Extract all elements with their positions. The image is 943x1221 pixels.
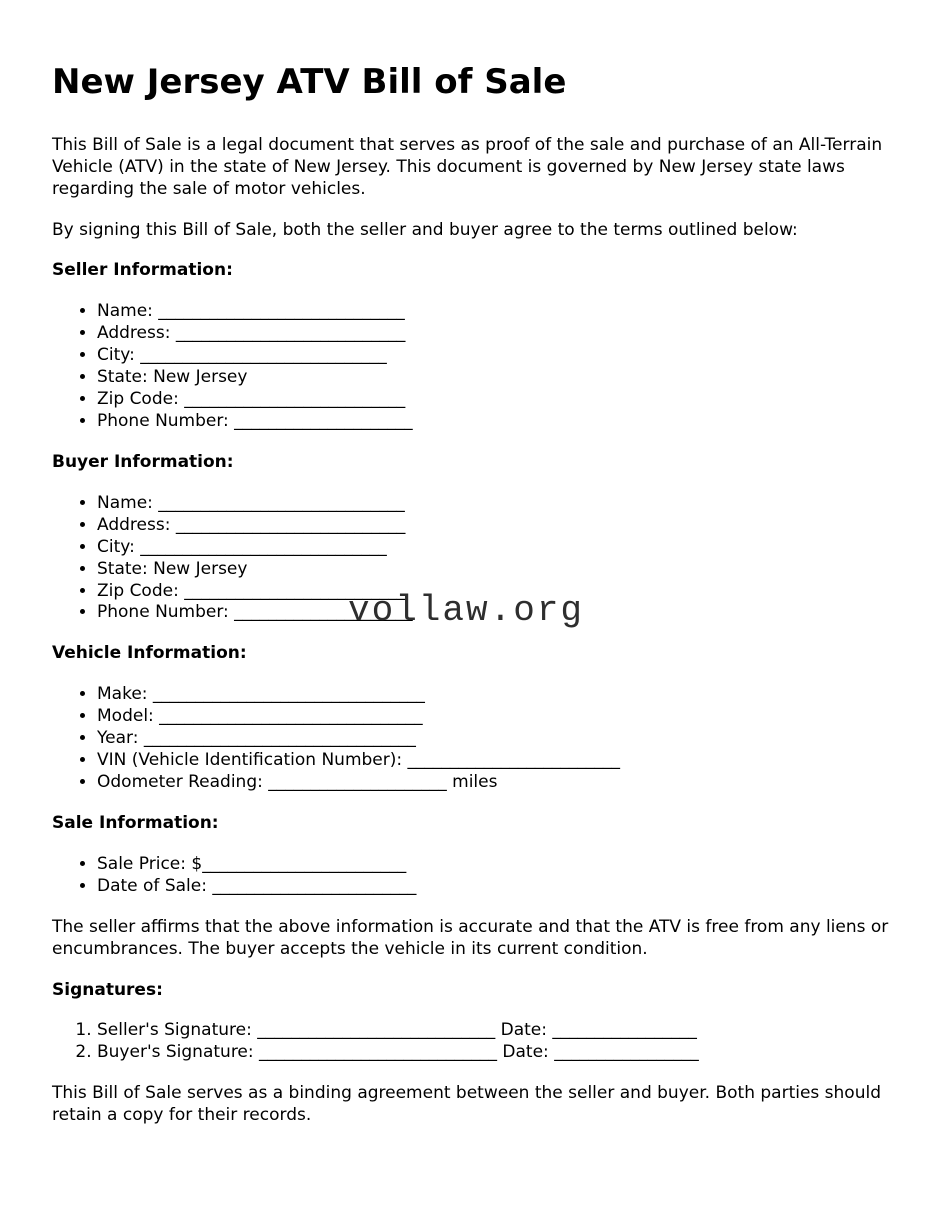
seller-state-line: • State: New Jersey [97,367,891,389]
terms-intro-paragraph: By signing this Bill of Sale, both the seller and buyer agree to the terms outlined below: [52,219,798,240]
vehicle-vin-line: • VIN (Vehicle Identification Number): _________________________ [97,750,891,772]
buyer-section-heading: Buyer Information: [52,451,234,472]
intro-paragraph: This Bill of Sale is a legal document that serves as proof of the sale and purchase of an All-Terrain Vehicle (ATV) in the state of New Jersey. This document is governed by New Jersey state laws regarding the sale of motor vehicles. [52,134,883,199]
watermark-text: vollaw.org [348,590,585,631]
vehicle-make-line: • Make: ________________________________ [97,684,891,706]
page-title: New Jersey ATV Bill of Sale [52,62,567,102]
affirmation-paragraph: The seller affirms that the above information is accurate and that the ATV is free from any liens or encumbrances. The buyer accepts the vehicle in its current condition. [52,916,889,959]
buyer-zip-line: • Zip Code: __________________________ [97,581,891,603]
seller-phone-line: • Phone Number: _____________________ [97,411,891,433]
vehicle-section-heading: Vehicle Information: [52,643,247,664]
seller-zip-line: • Zip Code: __________________________ [97,389,891,411]
buyer-phone-line: • Phone Number: _____________________ [97,602,891,624]
sale-date-line: • Date of Sale: ________________________ [97,876,891,898]
vehicle-model-line: • Model: _______________________________ [97,706,891,728]
buyer-name-line: • Name: _____________________________ [97,493,891,515]
buyer-signature-line: 2. Buyer's Signature: ____________________________ Date: _________________ [97,1042,891,1064]
signatures-list [52,1020,891,1064]
seller-info-list [52,301,891,433]
seller-name-line: • Name: _____________________________ [97,301,891,323]
signatures-section-heading: Signatures: [52,979,163,1000]
buyer-address-line: • Address: ___________________________ [97,515,891,537]
sale-section-heading: Sale Information: [52,812,219,833]
buyer-info-list [52,493,891,625]
sale-price-line: • Sale Price: $________________________ [97,854,891,876]
vehicle-year-line: • Year: ________________________________ [97,728,891,750]
seller-signature-line: 1. Seller's Signature: ____________________________ Date: _________________ [97,1020,891,1042]
seller-city-line: • City: _____________________________ [97,345,891,367]
sale-info-list [52,854,891,898]
buyer-city-line: • City: _____________________________ [97,537,891,559]
seller-section-heading: Seller Information: [52,260,233,281]
closing-paragraph: This Bill of Sale serves as a binding agreement between the seller and buyer. Both parties should retain a copy for their records. [52,1083,881,1126]
vehicle-info-list [52,684,891,794]
buyer-state-line: • State: New Jersey [97,559,891,581]
vehicle-odometer-line: • Odometer Reading: _____________________ miles [97,772,891,794]
seller-address-line: • Address: ___________________________ [97,323,891,345]
